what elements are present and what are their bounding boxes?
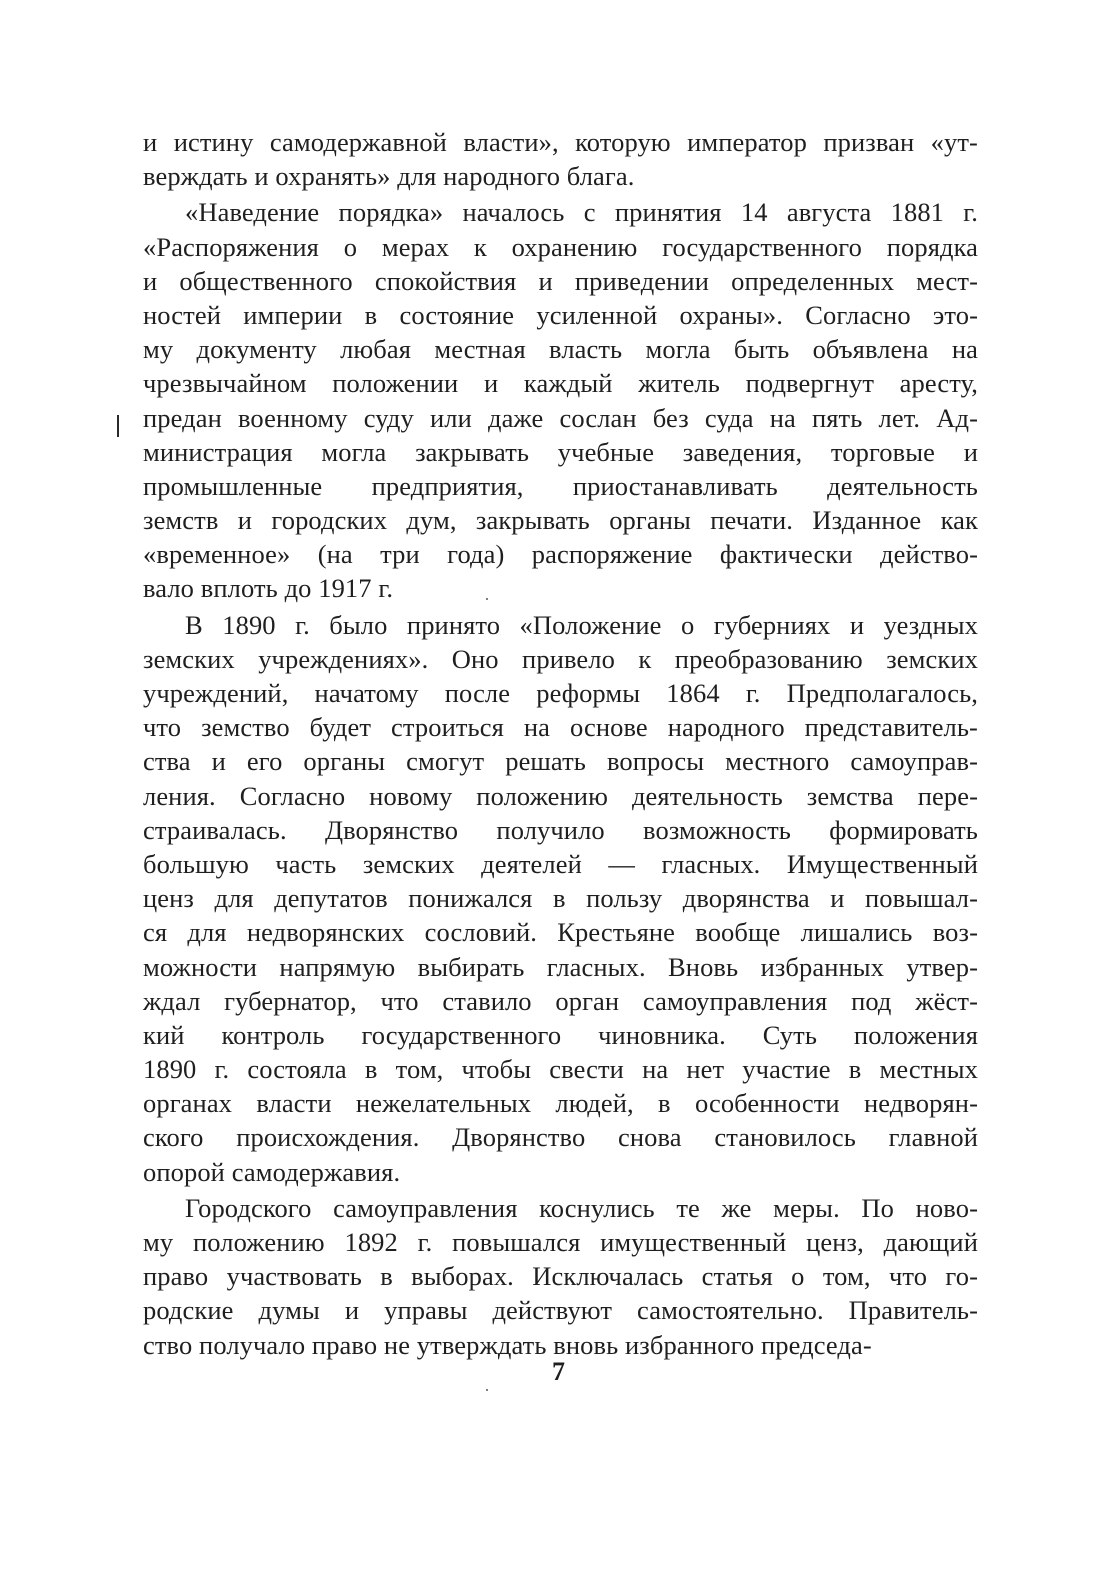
text-line: предан военному суду или даже сослан без суда на пять лет. Ад- xyxy=(143,402,978,433)
text-line: большую часть земских деятелей — гласных. Имущественный xyxy=(143,848,978,879)
page-number: 7 xyxy=(552,1357,565,1386)
text-line: ждал губернатор, что ставило орган самоуправления под жёст- xyxy=(143,985,978,1016)
text-line: и истину самодержавной власти», которую император призван «ут- xyxy=(143,127,978,157)
text-line: что земство будет строиться на основе народного представитель- xyxy=(143,712,978,743)
text-line: ства и его органы смогут решать вопросы местного самоуправ- xyxy=(143,746,978,777)
paragraph xyxy=(143,125,978,193)
text-line: ся для недворянских сословий. Крестьяне вообще лишались воз- xyxy=(143,917,978,948)
text-line: и общественного спокойствия и приведении определенных мест- xyxy=(143,265,978,296)
text-line: ностей империи в состояние усиленной охраны». Согласно это- xyxy=(143,299,978,330)
paragraph xyxy=(143,195,978,605)
text-line: родские думы и управы действуют самостоятельно. Правитель- xyxy=(143,1295,978,1326)
paragraph xyxy=(143,608,978,1189)
text-line: В 1890 г. было принято «Положение о губерниях и уездных xyxy=(185,609,978,640)
text-line: чрезвычайном положении и каждый житель подвергнут аресту, xyxy=(143,368,978,399)
text-line: ления. Согласно новому положению деятельность земства пере- xyxy=(143,780,978,811)
text-line: му положению 1892 г. повышался имущественный ценз, дающий xyxy=(143,1227,978,1257)
text-line: ского происхождения. Дворянство снова становилось главной xyxy=(143,1122,978,1153)
text-line: органах власти нежелательных людей, в особенности недворян- xyxy=(143,1088,978,1119)
text-line: земств и городских дум, закрывать органы печати. Изданное как xyxy=(143,505,978,536)
text-line: опорой самодержавия. xyxy=(143,1156,401,1187)
text-line: страивалась. Дворянство получило возможность формировать xyxy=(143,814,978,845)
text-line: му документу любая местная власть могла быть объявлена на xyxy=(143,334,978,365)
text-line: «Наведение порядка» началось с принятия 14 августа 1881 г. xyxy=(185,197,978,228)
text-line: «Распоряжения о мерах к охранению государственного порядка xyxy=(143,231,978,262)
text-line: право участвовать в выборах. Исключалась статья о том, что го- xyxy=(143,1261,978,1292)
text-line: кий контроль государственного чиновника. Суть положения xyxy=(143,1019,978,1050)
text-line: ство получало право не утверждать вновь избранного председа- xyxy=(143,1329,872,1360)
text-line: промышленные предприятия, приостанавливать деятельность xyxy=(143,470,978,501)
text-line: учреждений, начатому после реформы 1864 г. Предполагалось, xyxy=(143,678,978,708)
text-line: вало вплоть до 1917 г. xyxy=(143,573,394,604)
text-line: «временное» (на три года) распоряжение фактически действо- xyxy=(143,539,978,570)
margin-mark xyxy=(117,415,119,437)
scan-speck xyxy=(486,1389,488,1391)
paragraph xyxy=(143,1191,978,1362)
text-line: Городского самоуправления коснулись те же меры. По ново- xyxy=(185,1192,978,1223)
body-text xyxy=(143,125,978,1362)
text-line: министрация могла закрывать учебные заведения, торговые и xyxy=(143,436,978,467)
text-line: верждать и охранять» для народного блага. xyxy=(143,161,635,192)
text-line: ценз для депутатов понижался в пользу дворянства и повышал- xyxy=(143,883,978,914)
text-line: 1890 г. состояла в том, чтобы свести на нет участие в местных xyxy=(143,1054,978,1085)
text-line: земских учреждениях». Оно привело к преобразованию земских xyxy=(143,643,978,674)
text-line: можности напрямую выбирать гласных. Вновь избранных утвер- xyxy=(143,951,978,982)
